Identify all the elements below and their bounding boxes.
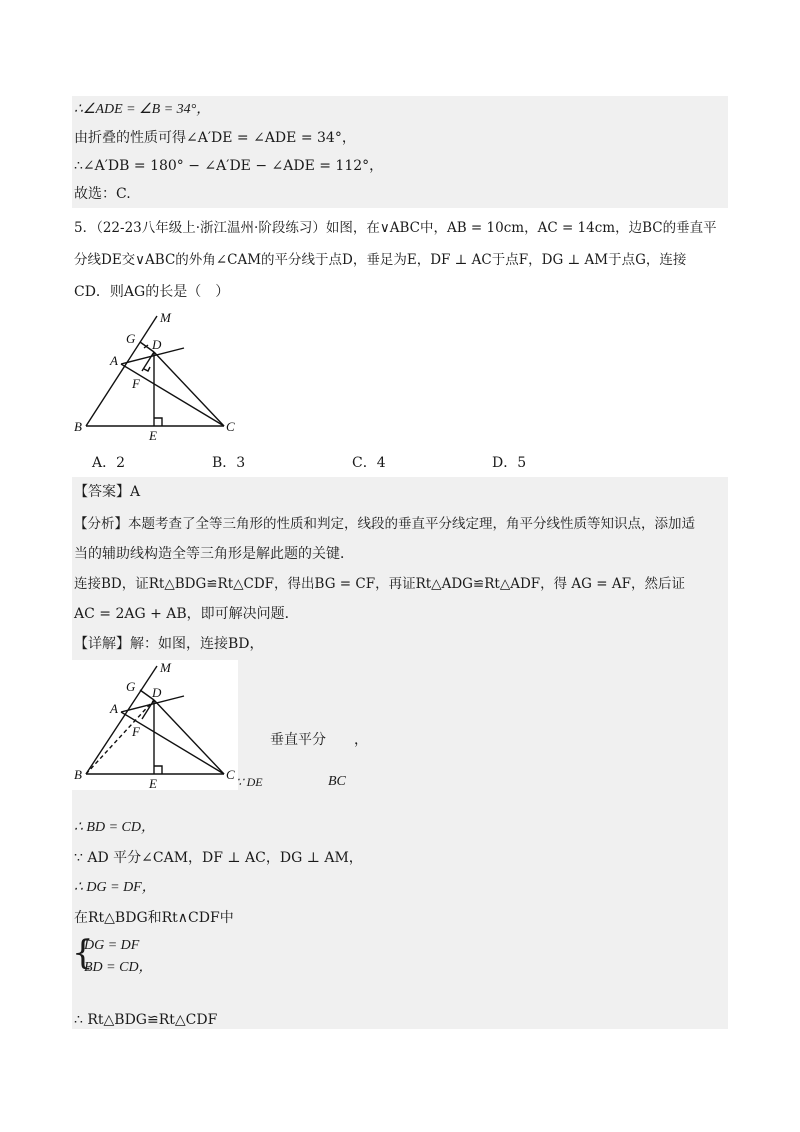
answer-line: 【答案】A (74, 484, 141, 500)
system-line-2: BD = CD， (84, 960, 153, 975)
line-df (142, 700, 154, 719)
line-dc (154, 700, 224, 774)
label-f: F (132, 376, 140, 391)
option-c[interactable]: C．4 (352, 455, 386, 471)
label-e: E (149, 776, 157, 791)
line-df (142, 352, 154, 371)
step-4: 在Rt△BDG和Rt∧CDF中 (74, 910, 234, 926)
line-dc (154, 352, 224, 426)
detail-intro: 【详解】解：如图，连接BD， (74, 636, 264, 652)
label-m: M (160, 660, 171, 675)
label-a: A (110, 701, 118, 716)
option-d[interactable]: D．5 (492, 455, 527, 471)
prev-line-2: 由折叠的性质可得∠A′DE = ∠ADE = 34°， (74, 130, 356, 146)
side-text-perp-bisector: 垂直平分 ， (270, 732, 368, 748)
prev-line-1: ∴∠ADE = ∠B = 34°， (74, 102, 211, 117)
right-angle-e (154, 418, 162, 426)
system-brace: { (72, 933, 94, 973)
step-5: ∴ Rt△BDG≌Rt△CDF (74, 1012, 218, 1028)
line-bm (86, 316, 157, 426)
label-e: E (149, 428, 157, 443)
right-angle-e (154, 766, 162, 774)
prev-line-3: ∴∠A′DB = 180° − ∠A′DE − ∠ADE = 112°， (74, 158, 384, 174)
label-g: G (126, 331, 136, 346)
label-d: D (152, 685, 162, 700)
bc-label: BC (328, 774, 346, 789)
label-b: B (74, 419, 82, 434)
label-b: B (74, 767, 82, 782)
line-bd-dashed (86, 700, 154, 774)
line-ac (121, 712, 224, 774)
step-1: ∴ BD = CD， (74, 820, 155, 835)
analysis-line-2: 当的辅助线构造全等三角形是解此题的关键． (74, 546, 354, 562)
label-c: C (226, 419, 235, 434)
question-line-1: 5．（22-23八年级上·浙江温州·阶段练习）如图，在∨ABC中，AB = 10cm，AC = 14cm，边BC的垂直平 (74, 220, 717, 236)
step-2: ∵ AD 平分∠CAM，DF ⊥ AC，DG ⊥ AM， (74, 850, 363, 866)
label-c: C (226, 767, 235, 782)
label-m: M (160, 310, 171, 325)
analysis-line-4: AC = 2AG + AB，即可解决问题． (74, 606, 299, 622)
question-line-3: CD．则AG的长是（ ） (74, 284, 230, 300)
option-b[interactable]: B．3 (212, 455, 246, 471)
label-g: G (126, 679, 136, 694)
since-de: ∵ DE (236, 775, 263, 789)
analysis-line-1: 【分析】本题考查了全等三角形的性质和判定，线段的垂直平分线定理，角平分线性质等知识点，添加适 (74, 516, 695, 532)
system-line-1: DG = DF (84, 938, 140, 953)
label-f: F (132, 724, 140, 739)
question-figure (72, 308, 242, 443)
detail-figure (72, 660, 242, 795)
option-a[interactable]: A．2 (92, 455, 126, 471)
line-ac (121, 364, 224, 426)
analysis-line-3: 连接BD，证Rt△BDG≌Rt△CDF，得出BG = CF，再证Rt△ADG≌Rt△ADF，得 AG = AF，然后证 (74, 576, 685, 592)
label-a: A (110, 353, 118, 368)
question-line-2: 分线DE交∨ABC的外角∠CAM的平分线于点D，垂足为E，DF ⊥ AC于点F，DG ⊥ AM于点G，连接 (74, 252, 687, 268)
line-bm (86, 666, 157, 774)
step-3: ∴ DG = DF， (74, 880, 156, 895)
label-d: D (152, 337, 162, 352)
prev-line-4: 故选：C. (74, 186, 131, 202)
